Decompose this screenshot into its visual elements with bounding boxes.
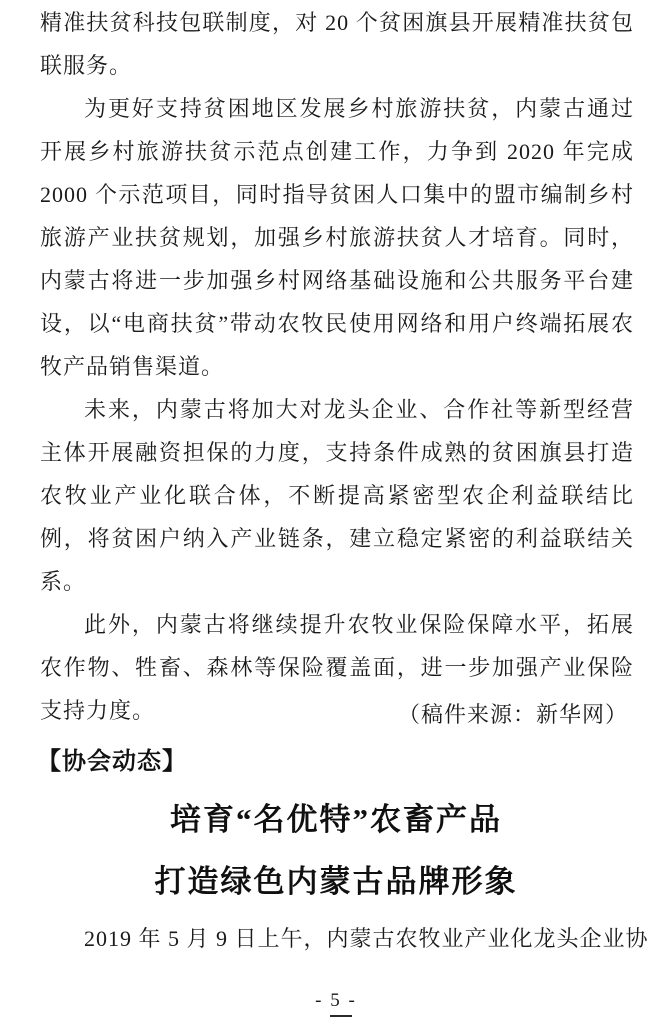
paragraph-financing-guarantee: 未来，内蒙古将加大对龙头企业、合作社等新型经营主体开展融资担保的力度，支持条件成熟的贫困旗县打造农牧业产业化联合体，不断提高紧密型农企利益联结比例，将贫困户纳入产业链条，建立稳定紧密的利益联结关系。 <box>40 397 634 594</box>
article-title <box>0 789 672 913</box>
article-title-line-2: 打造绿色内蒙古品牌形象 <box>154 864 518 899</box>
source-attribution: （稿件来源：新华网） <box>397 702 628 727</box>
section-header-association-news: 【协会动态】 <box>37 748 187 775</box>
article-body <box>40 1 634 732</box>
page-number-underline-mark <box>330 1015 352 1017</box>
page-number: - 5 - <box>315 990 357 1011</box>
article-title-line-1: 培育“名优特”农畜产品 <box>170 802 502 837</box>
paragraph-continuation: 精准扶贫科技包联制度，对 20 个贫困旗县开展精准扶贫包联服务。 <box>40 10 634 78</box>
paragraph-meeting-date: 2019 年 5 月 9 日上午，内蒙古农牧业产业化龙头企业协 <box>84 926 649 951</box>
paragraph-rural-tourism: 为更好支持贫困地区发展乡村旅游扶贫，内蒙古通过开展乡村旅游扶贫示范点创建工作，力争到 2020 年完成 2000 个示范项目，同时指导贫困人口集中的盟市编制乡村旅游产业扶贫规划，加强乡村旅游扶贫人才培育。同时，内蒙古将进一步加强乡村网络基础设施和公共服务平台建设，以“电商扶贫”带动农牧民使用网络和用户终端拓展农牧产品销售渠道。 <box>40 96 634 379</box>
paragraph-insurance: 此外，内蒙古将继续提升农牧业保险保障水平，拓展农作物、牲畜、森林等保险覆盖面，进一步加强产业保险支持力度。 <box>40 612 634 723</box>
